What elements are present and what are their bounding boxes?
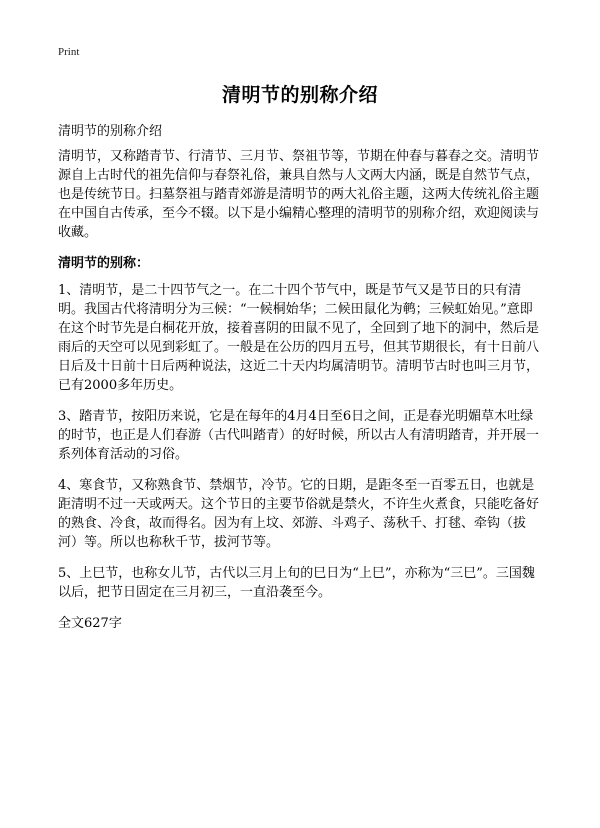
- document-subtitle: 清明节的别称介绍: [58, 124, 163, 139]
- intro-paragraph: 清明节，又称踏青节、行清节、三月节、祭祖节等，节期在仲春与暮春之交。清明节源自上古时代的祖先信仰与春祭礼俗，兼具自然与人文两大内涵，既是自然节气点，也是传统节日。扫墓祭祖与踏青郊游是清明节的两大礼俗主题，这两大传统礼俗主题在中国自古传承，至今不辍。以下是小编精心整理的清明节的别称介绍，欢迎阅读与收藏。: [58, 149, 540, 240]
- document-body: [58, 147, 544, 633]
- list-item: 4、寒食节，又称熟食节、禁烟节，冷节。它的日期，是距冬至一百零五日，也就是距清明不过一天或两天。这个节日的主要节俗就是禁火，不许生火煮食，只能吃备好的熟食、冷食，故而得名。因为有上坟、郊游、斗鸡子、荡秋千、打毬、牵钩（拔河）等。所以也称秋千节，拔河节等。: [58, 478, 540, 550]
- list-item: 1、清明节，是二十四节气之一。在二十四个节气中，既是节气又是节日的只有清明。我国古代将清明分为三候：“一候桐始华；二候田鼠化为鹌；三候虹始见。”意即在这个时节先是白桐花开放，接着喜阴的田鼠不见了，全回到了地下的洞中，然后是雨后的天空可以见到彩虹了。一般是在公历的四月五号，但其节期很长，有十日前八日后及十日前十日后两种说法，这近二十天内均属清明节。清明节古时也叫三月节，已有2000多年历史。: [58, 283, 540, 393]
- section-heading: 清明节的别称：: [58, 256, 150, 271]
- document-title: 清明节的别称介绍: [221, 84, 378, 106]
- list-item: 3、踏青节，按阳历来说，它是在每年的4月4日至6日之间，正是春光明媚草木吐绿的时节，也正是人们春游（古代叫踏青）的好时候，所以古人有清明踏青，并开展一系列体育活动的习俗。: [58, 409, 540, 462]
- word-count: 全文627字: [58, 616, 122, 631]
- list-item: 5、上巳节，也称女儿节，古代以三月上旬的巳日为“上巳”，亦称为“三巳”。三国魏以后，把节日固定在三月初三，一直沿袭至今。: [58, 566, 535, 600]
- print-label: Print: [58, 46, 80, 58]
